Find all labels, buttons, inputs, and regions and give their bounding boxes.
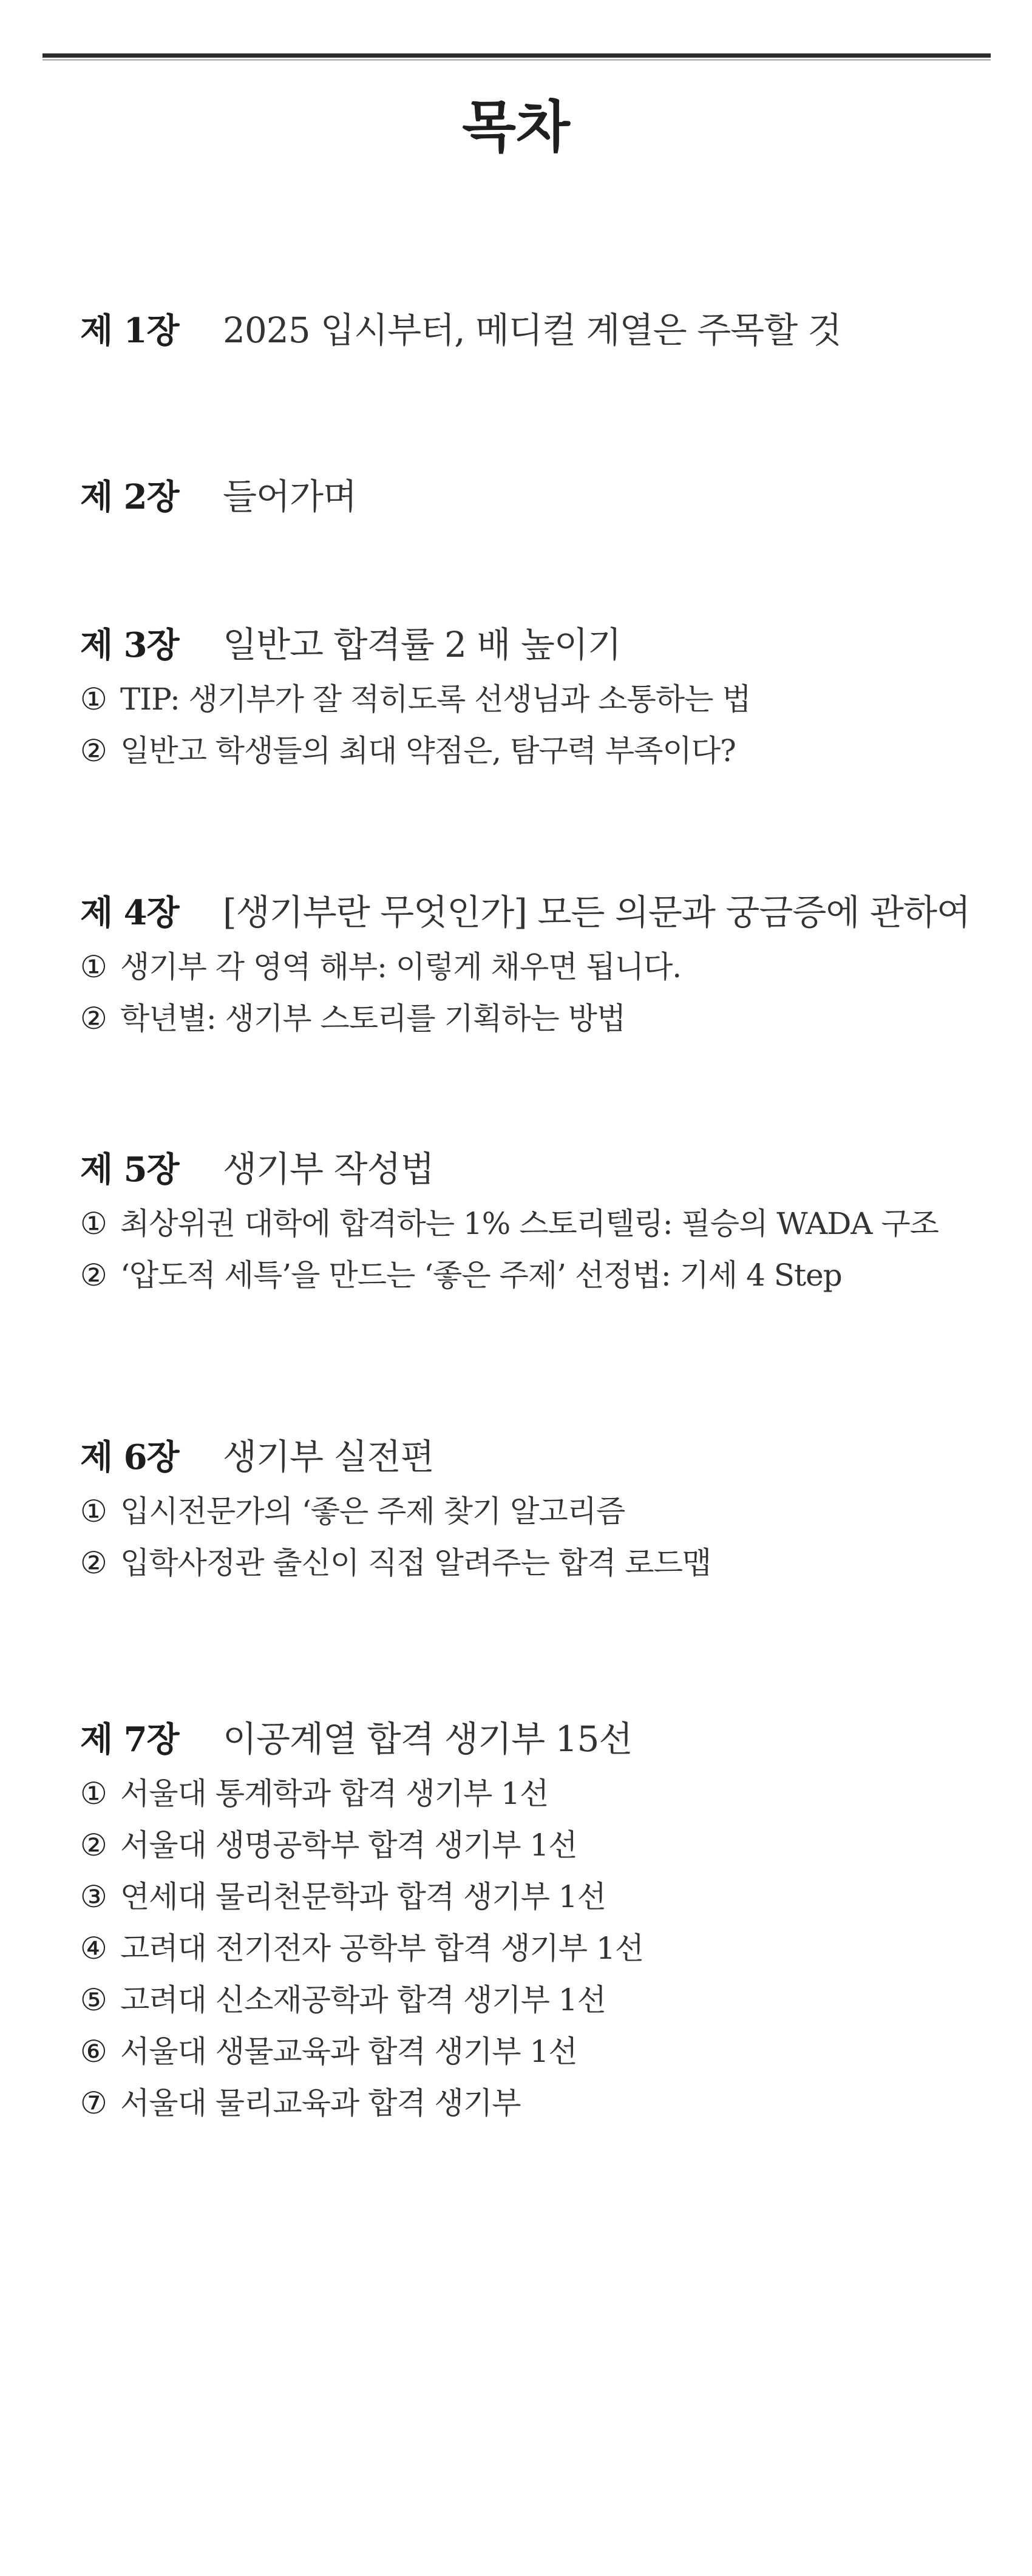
page-title: 목차 [462, 95, 570, 160]
item-marker: ④ [80, 1931, 107, 1966]
item-marker: ③ [80, 1879, 107, 1914]
chapter-title: 2025 입시부터, 메디컬 계열은 주목할 것 [223, 310, 841, 351]
chapter-heading [80, 1140, 1003, 1198]
chapter-number: 제 3장 [80, 625, 179, 665]
list-item [80, 674, 1003, 725]
item-text: 입학사정관 출신이 직접 알려주는 합격 로드맵 [120, 1545, 711, 1581]
list-item [80, 1768, 1003, 1820]
top-rule [42, 53, 991, 58]
chapter-heading [80, 615, 1003, 674]
item-text: 고려대 전기전자 공학부 합격 생기부 1선 [120, 1931, 644, 1966]
chapter-number: 제 1장 [80, 311, 179, 351]
section-list [80, 1486, 1003, 1589]
chapter-heading [80, 883, 1003, 941]
chapter-5 [80, 1140, 1003, 1301]
item-text: 일반고 학생들의 최대 약점은, 탐구력 부족이다? [120, 733, 736, 768]
item-marker: ② [80, 1545, 107, 1581]
item-marker: ② [80, 1001, 107, 1036]
chapter-4 [80, 883, 1003, 1045]
section-list [80, 941, 1003, 1045]
chapter-number: 제 7장 [80, 1720, 179, 1760]
list-item [80, 1486, 1003, 1537]
item-marker: ① [80, 1206, 107, 1241]
item-marker: ② [80, 1258, 107, 1293]
item-text: 고려대 신소재공학과 합격 생기부 1선 [120, 1982, 606, 2018]
item-text: 서울대 통계학과 합격 생기부 1선 [120, 1776, 549, 1811]
section-list [80, 1768, 1003, 2129]
chapter-7 [80, 1710, 1003, 2129]
list-item [80, 1198, 1003, 1250]
list-item [80, 1923, 1003, 1974]
chapter-heading [80, 1710, 1003, 1768]
chapter-title: 들어가며 [223, 476, 357, 517]
list-item [80, 1871, 1003, 1923]
item-text: 서울대 생명공학부 합격 생기부 1선 [120, 1828, 577, 1863]
chapter-title: 생기부 실전편 [223, 1436, 434, 1477]
list-item [80, 941, 1003, 993]
chapter-heading [80, 1428, 1003, 1486]
item-marker: ① [80, 1776, 107, 1811]
section-list [80, 1198, 1003, 1301]
chapter-heading [80, 301, 1003, 359]
list-item [80, 1820, 1003, 1871]
chapter-number: 제 5장 [80, 1150, 179, 1190]
item-marker: ② [80, 733, 107, 768]
item-text: 서울대 물리교육과 합격 생기부 [120, 2086, 521, 2121]
chapter-3 [80, 615, 1003, 777]
item-marker: ② [80, 1828, 107, 1863]
chapter-title: 생기부 작성법 [223, 1148, 434, 1190]
item-text: 입시전문가의 ‘좋은 주제 찾기 알고리즘 [120, 1494, 625, 1529]
item-text: 최상위권 대학에 합격하는 1% 스토리텔링: 필승의 WADA 구조 [120, 1206, 939, 1241]
list-item [80, 1250, 1003, 1301]
item-text: 서울대 생물교육과 합격 생기부 1선 [120, 2034, 577, 2069]
top-rule-shadow [42, 59, 991, 61]
item-marker: ① [80, 949, 107, 985]
chapter-title: 일반고 합격률 2 배 높이기 [223, 624, 621, 665]
chapter-number: 제 2장 [80, 477, 179, 517]
item-marker: ⑥ [80, 2034, 107, 2069]
item-marker: ① [80, 1494, 107, 1529]
list-item [80, 2078, 1003, 2129]
chapter-1 [80, 301, 1003, 359]
section-list [80, 674, 1003, 777]
chapter-2 [80, 467, 1003, 526]
item-text: ‘압도적 세특’을 만드는 ‘좋은 주제’ 선정법: 기세 4 Step [120, 1258, 842, 1293]
list-item [80, 1537, 1003, 1589]
list-item [80, 993, 1003, 1045]
item-marker: ① [80, 682, 107, 717]
chapter-title: [생기부란 무엇인가] 모든 의문과 궁금증에 관하여 [223, 892, 971, 933]
item-text: TIP: 생기부가 잘 적히도록 선생님과 소통하는 법 [120, 682, 751, 717]
item-text: 연세대 물리천문학과 합격 생기부 1선 [120, 1879, 606, 1914]
chapter-title: 이공계열 합격 생기부 15선 [223, 1718, 633, 1760]
item-text: 학년별: 생기부 스토리를 기획하는 방법 [120, 1001, 626, 1036]
chapter-number: 제 6장 [80, 1437, 179, 1477]
chapter-6 [80, 1428, 1003, 1589]
chapter-number: 제 4장 [80, 893, 179, 933]
item-marker: ⑤ [80, 1982, 107, 2018]
chapter-heading [80, 467, 1003, 526]
item-text: 생기부 각 영역 해부: 이렇게 채우면 됩니다. [120, 949, 682, 985]
list-item [80, 725, 1003, 777]
item-marker: ⑦ [80, 2086, 107, 2121]
list-item [80, 1974, 1003, 2026]
list-item [80, 2026, 1003, 2078]
